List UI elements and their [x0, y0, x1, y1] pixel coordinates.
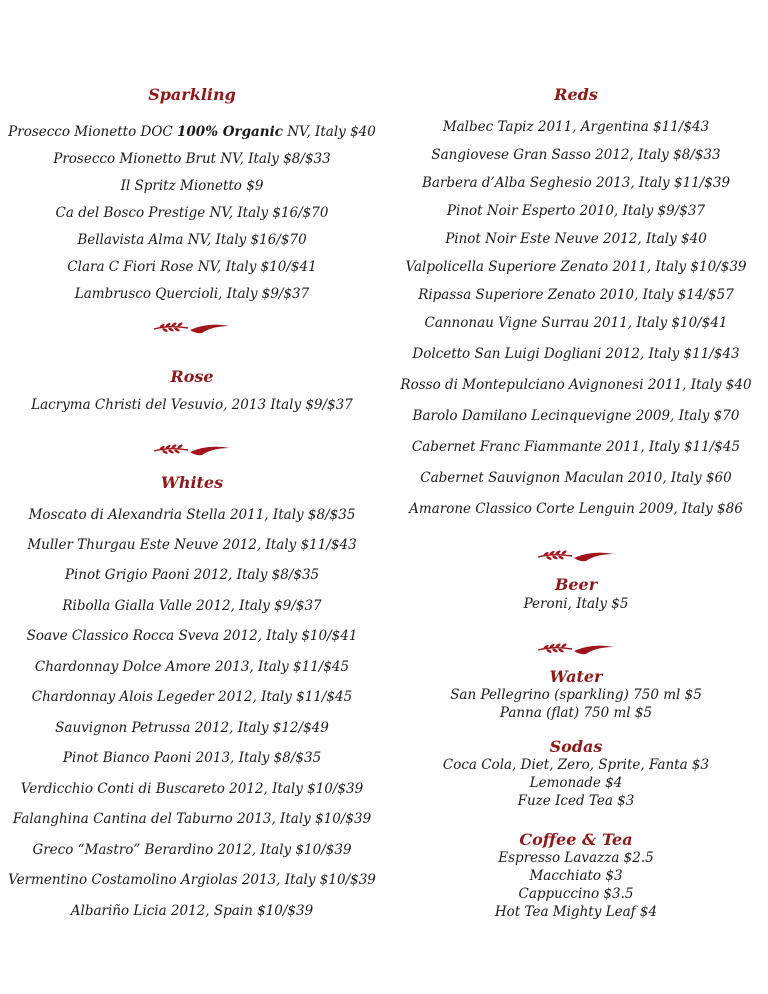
menu-item: Pinot Bianco Paoni 2013, Italy $8/$35 — [62, 750, 322, 766]
menu-item: Cannonau Vigne Surrau 2011, Italy $10/$41 — [424, 315, 728, 331]
wheat-leaf-ornament-icon — [384, 548, 768, 562]
menu-item: Amarone Classico Corte Lenguin 2009, Italy $86 — [409, 501, 743, 517]
wheat-leaf-ornament-icon — [384, 641, 768, 655]
menu-item: Macchiato $3 — [529, 868, 623, 884]
menu-item: Muller Thurgau Este Neuve 2012, Italy $11/$43 — [27, 537, 357, 553]
menu-item: Pinot Noir Este Neuve 2012, Italy $40 — [445, 231, 707, 247]
menu-item: Ripassa Superiore Zenato 2010, Italy $14/$57 — [418, 287, 734, 303]
menu-item: Barolo Damilano Lecinquevigne 2009, Italy $70 — [412, 408, 740, 424]
menu-item: Peroni, Italy $5 — [523, 596, 629, 612]
menu-item: Coca Cola, Diet, Zero, Sprite, Fanta $3 — [442, 757, 710, 773]
menu-item: Clara C Fiori Rose NV, Italy $10/$41 — [67, 259, 317, 275]
menu-item: Cappuccino $3.5 — [518, 886, 634, 902]
menu-item: Lacryma Christi del Vesuvio, 2013 Italy $9/$37 — [31, 397, 353, 413]
menu-item: Lemonade $4 — [529, 775, 623, 791]
menu-item: Prosecco Mionetto DOC 100% Organic NV, Italy $40 — [8, 124, 376, 140]
menu-item: Pinot Noir Esperto 2010, Italy $9/$37 — [446, 203, 706, 219]
sodas-heading: Sodas — [549, 737, 603, 756]
menu-item: Hot Tea Mighty Leaf $4 — [494, 904, 658, 920]
menu-item: Falanghina Cantina del Taburno 2013, Italy $10/$39 — [12, 811, 372, 827]
menu-item: Vermentino Costamolino Argiolas 2013, Italy $10/$39 — [8, 872, 376, 888]
wheat-leaf-ornament-icon — [0, 442, 384, 456]
menu-item: San Pellegrino (sparkling) 750 ml $5 — [450, 687, 702, 703]
menu-item: Chardonnay Alois Legeder 2012, Italy $11/$45 — [31, 689, 353, 705]
water-heading: Water — [549, 667, 603, 686]
menu-item: Greco “Mastro” Berardino 2012, Italy $10/$39 — [32, 842, 352, 858]
menu-item: Lambrusco Quercioli, Italy $9/$37 — [74, 286, 310, 302]
menu-item: Soave Classico Rocca Sveva 2012, Italy $10/$41 — [26, 628, 358, 644]
beer-heading: Beer — [554, 575, 598, 594]
menu-item: Il Spritz Mionetto $9 — [120, 178, 264, 194]
menu-item: Verdicchio Conti di Buscareto 2012, Italy $10/$39 — [20, 781, 364, 797]
menu-item: Panna (flat) 750 ml $5 — [499, 705, 653, 721]
menu-item: Prosecco Mionetto Brut NV, Italy $8/$33 — [53, 151, 331, 167]
menu-item: Albariño Licia 2012, Spain $10/$39 — [70, 903, 314, 919]
menu-item: Ribolla Gialla Valle 2012, Italy $9/$37 — [62, 598, 322, 614]
whites-heading: Whites — [160, 473, 224, 492]
menu-item: Sangiovese Gran Sasso 2012, Italy $8/$33 — [431, 147, 721, 163]
menu-item: Moscato di Alexandria Stella 2011, Italy $8/$35 — [28, 507, 356, 523]
menu-item: Fuze Iced Tea $3 — [517, 793, 635, 809]
wheat-leaf-ornament-icon — [0, 320, 384, 334]
reds-heading: Reds — [554, 85, 598, 104]
rose-heading: Rose — [170, 367, 214, 386]
menu-item: Dolcetto San Luigi Dogliani 2012, Italy $11/$43 — [412, 346, 740, 362]
coffee-tea-heading: Coffee & Tea — [519, 830, 633, 849]
menu-item: Cabernet Franc Fiammante 2011, Italy $11/$45 — [411, 439, 741, 455]
menu-item: Cabernet Sauvignon Maculan 2010, Italy $60 — [420, 470, 732, 486]
menu-item: Espresso Lavazza $2.5 — [498, 850, 654, 866]
menu-item: Valpolicella Superiore Zenato 2011, Italy $10/$39 — [405, 259, 747, 275]
menu-item: Barbera d’Alba Seghesio 2013, Italy $11/$39 — [421, 175, 731, 191]
menu-item: Malbec Tapiz 2011, Argentina $11/$43 — [442, 119, 710, 135]
menu-item: Bellavista Alma NV, Italy $16/$70 — [77, 232, 307, 248]
menu-item: Pinot Grigio Paoni 2012, Italy $8/$35 — [64, 567, 320, 583]
menu-item: Chardonnay Dolce Amore 2013, Italy $11/$45 — [34, 659, 350, 675]
menu-item: Sauvignon Petrussa 2012, Italy $12/$49 — [55, 720, 329, 736]
menu-item: Rosso di Montepulciano Avignonesi 2011, Italy $40 — [400, 377, 752, 393]
sparkling-heading: Sparkling — [148, 85, 236, 104]
menu-item: Ca del Bosco Prestige NV, Italy $16/$70 — [55, 205, 329, 221]
